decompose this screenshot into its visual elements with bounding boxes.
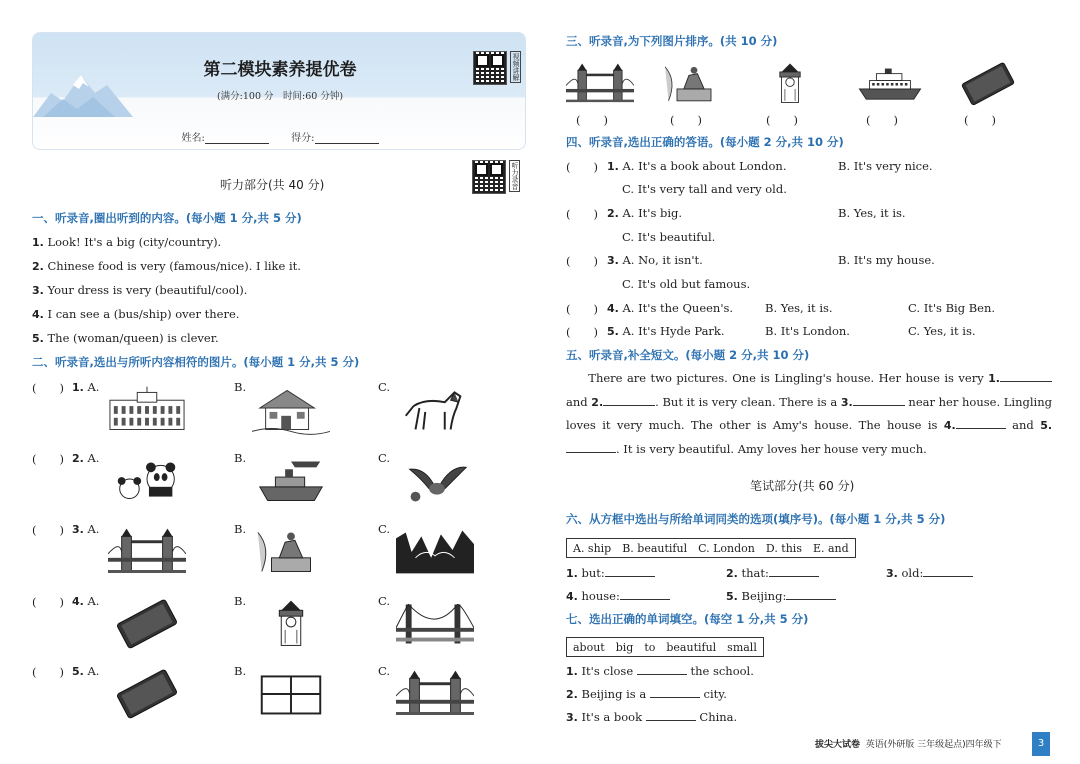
blank-number: 4. xyxy=(943,419,956,432)
answer-paren[interactable]: ( ) xyxy=(566,302,598,316)
statue-picture xyxy=(252,522,330,580)
option-b: B. It's London. xyxy=(765,324,850,338)
qr-code-icon[interactable] xyxy=(472,160,506,194)
name-label: 姓名: xyxy=(181,133,205,144)
item-number: 2. xyxy=(607,207,619,220)
question-5 xyxy=(607,324,725,338)
mountains-picture xyxy=(396,522,474,580)
word-bank-text: about big to beautiful small xyxy=(566,637,764,657)
name-score-bar xyxy=(33,129,526,144)
house-picture xyxy=(252,380,330,438)
option-b-picture[interactable] xyxy=(252,664,330,725)
option-c: C. Yes, it is. xyxy=(908,324,976,338)
answer-paren[interactable]: ( ) xyxy=(566,160,598,174)
item-number: 2. xyxy=(566,688,578,701)
option-b: B. Yes, it is. xyxy=(765,301,833,315)
item-number: 5. xyxy=(726,590,738,603)
option-b-label: B. xyxy=(234,380,247,394)
answer-paren[interactable]: ( ) xyxy=(566,325,598,339)
option-a-picture[interactable] xyxy=(108,380,186,441)
option-a-picture[interactable] xyxy=(108,594,186,655)
option-b-picture[interactable] xyxy=(252,380,330,441)
question-3 xyxy=(607,253,703,267)
question-number xyxy=(72,451,99,465)
title-banner xyxy=(32,32,526,150)
question-number xyxy=(72,380,99,394)
answer-blank[interactable] xyxy=(605,566,655,577)
question-2 xyxy=(607,206,682,220)
option-c: C. It's old but famous. xyxy=(622,277,751,291)
item-number: 4. xyxy=(607,302,619,315)
option-c-label: C. xyxy=(378,522,391,536)
option-b-label: B. xyxy=(234,451,247,465)
question-1 xyxy=(566,664,754,678)
section-7-heading: 七、选出正确的单词填空。(每空 1 分,共 5 分) xyxy=(566,612,809,626)
option-c-label: C. xyxy=(378,664,391,678)
order-paren[interactable]: ( ) xyxy=(576,113,608,127)
page-title: 第二模块素养提优卷 xyxy=(203,60,357,80)
tower-bridge-picture xyxy=(108,522,186,580)
list-item xyxy=(32,331,219,345)
blank-number: 1. xyxy=(988,372,1000,385)
item-text: China. xyxy=(699,710,738,724)
item-text: Beijing is a xyxy=(581,687,647,701)
footer-subject: 英语(外研版 三年级起点)四年级下 xyxy=(865,740,1002,750)
pandas-picture xyxy=(108,451,186,509)
item-number: 1. xyxy=(32,236,44,249)
item-number: 3. xyxy=(566,711,578,724)
footer-series: 拔尖大试卷 xyxy=(815,740,861,750)
item-number: 2. xyxy=(32,260,44,273)
item-number: 1. xyxy=(566,665,578,678)
qr-video-label: 视频讲解 xyxy=(512,53,520,81)
section-6-heading: 六、从方框中选出与所给单词同类的选项(填序号)。(每小题 1 分,共 5 分) xyxy=(566,512,946,526)
cloze-passage xyxy=(566,367,1052,461)
item-number: 5. xyxy=(72,665,84,678)
ship-picture xyxy=(252,451,330,509)
item-text: old: xyxy=(901,566,924,580)
score-blank[interactable] xyxy=(315,134,379,144)
item-number: 3. xyxy=(886,567,898,580)
option-a-picture[interactable] xyxy=(108,451,186,512)
order-paren[interactable]: ( ) xyxy=(766,113,798,127)
list-item xyxy=(32,307,239,321)
answer-paren[interactable]: ( ) xyxy=(566,254,598,268)
score-label: 得分: xyxy=(291,133,315,144)
option-a-label: A. xyxy=(87,522,100,536)
item-number: 5. xyxy=(32,332,44,345)
option-c-picture[interactable] xyxy=(396,664,474,725)
tower-bridge-picture xyxy=(566,58,634,108)
item-text: but: xyxy=(581,566,605,580)
item-text: It's close xyxy=(581,664,634,678)
option-b-picture[interactable] xyxy=(252,451,330,512)
option-a-label: A. xyxy=(87,664,100,678)
blank-2[interactable] xyxy=(603,395,655,406)
sequence-picture xyxy=(756,58,824,111)
option-a: A. No, it isn't. xyxy=(622,253,703,267)
sequence-picture xyxy=(566,58,634,111)
option-a: A. It's the Queen's. xyxy=(622,301,734,315)
option-b-label: B. xyxy=(234,594,247,608)
option-b: B. Yes, it is. xyxy=(838,206,906,220)
page-subtitle: (满分:100 分 时间:60 分钟) xyxy=(216,91,344,102)
answer-paren[interactable]: ( ) xyxy=(32,665,64,679)
big-ben-picture xyxy=(756,58,824,108)
option-a: A. It's a book about London. xyxy=(622,159,787,173)
item-number: 1. xyxy=(607,160,619,173)
question-3 xyxy=(566,710,737,724)
question-1 xyxy=(607,159,786,173)
option-c-label: C. xyxy=(378,594,391,608)
passage-text: There are two pictures. One is Lingling's house. Her house is very xyxy=(588,371,984,385)
option-a: A. It's Hyde Park. xyxy=(622,324,725,338)
list-item xyxy=(32,283,247,297)
item-number: 4. xyxy=(566,590,578,603)
qr-audio-label: 听力录音 xyxy=(511,162,519,190)
item-text: Look! It's a big (city/country). xyxy=(47,235,222,249)
question-1 xyxy=(566,566,655,580)
tablet-picture xyxy=(954,58,1022,108)
page-number: 3 xyxy=(1032,732,1050,756)
option-c: C. It's Big Ben. xyxy=(908,301,996,315)
sequence-picture xyxy=(954,58,1022,111)
item-number: 5. xyxy=(607,325,619,338)
option-a-label: A. xyxy=(87,380,100,394)
question-number xyxy=(72,522,99,536)
section-5-heading: 五、听录音,补全短文。(每小题 2 分,共 10 分) xyxy=(566,348,810,362)
item-text: Your dress is very (beautiful/cool). xyxy=(47,283,248,297)
item-text: the school. xyxy=(690,664,754,678)
option-b-label: B. xyxy=(234,664,247,678)
answer-blank[interactable] xyxy=(620,589,670,600)
item-text: I can see a (bus/ship) over there. xyxy=(47,307,240,321)
item-number: 1. xyxy=(72,381,84,394)
blank-1[interactable] xyxy=(1000,371,1052,382)
tablet-picture xyxy=(108,664,186,722)
option-b-picture[interactable] xyxy=(252,522,330,583)
order-paren[interactable]: ( ) xyxy=(866,113,898,127)
section-4-heading: 四、听录音,选出正确的答语。(每小题 2 分,共 10 分) xyxy=(566,135,844,149)
question-3 xyxy=(886,566,973,580)
tablet-picture xyxy=(108,594,186,652)
section-3-heading: 三、听录音,为下列图片排序。(共 10 分) xyxy=(566,34,778,48)
question-2 xyxy=(566,687,727,701)
listening-heading: 听力部分(共 40 分) xyxy=(220,178,325,192)
answer-paren[interactable]: ( ) xyxy=(32,452,64,466)
item-text: that: xyxy=(741,566,769,580)
question-5 xyxy=(726,589,836,603)
horse-picture xyxy=(396,380,474,438)
question-number xyxy=(72,664,99,678)
answer-paren[interactable]: ( ) xyxy=(566,207,598,221)
passage-text: is very beautiful. Amy loves her house very much. xyxy=(636,441,927,456)
option-c-picture[interactable] xyxy=(396,380,474,441)
section-2-heading: 二、听录音,选出与所听内容相符的图片。(每小题 1 分,共 5 分) xyxy=(32,355,360,369)
option-c-label: C. xyxy=(378,451,391,465)
option-c-picture[interactable] xyxy=(396,594,474,655)
answer-blank[interactable] xyxy=(637,664,687,675)
passage-text: it very much. The other is Amy's house. The house is xyxy=(602,418,938,432)
question-2 xyxy=(726,566,819,580)
big-ben-picture xyxy=(252,594,330,652)
passage-text: and xyxy=(566,394,588,409)
passage-text: near her house. Lingling loves xyxy=(566,394,1052,432)
sequence-picture xyxy=(856,58,924,111)
order-paren[interactable]: ( ) xyxy=(670,113,702,127)
option-c: C. It's beautiful. xyxy=(622,230,716,244)
word-bank-6 xyxy=(566,538,856,558)
option-a: A. It's big. xyxy=(622,206,683,220)
answer-paren[interactable]: ( ) xyxy=(32,381,64,395)
option-c: C. It's very tall and very old. xyxy=(622,182,787,196)
item-text: house: xyxy=(581,589,620,603)
list-item xyxy=(32,259,301,273)
answer-blank[interactable] xyxy=(786,589,836,600)
answer-blank[interactable] xyxy=(646,710,696,721)
order-paren[interactable]: ( ) xyxy=(964,113,996,127)
passage-text: . But it is very clean. There is a xyxy=(655,394,838,409)
blank-5[interactable] xyxy=(566,442,616,453)
item-text: The (woman/queen) is clever. xyxy=(47,331,219,345)
option-b: B. It's my house. xyxy=(838,253,935,267)
item-number: 2. xyxy=(726,567,738,580)
sequence-picture xyxy=(660,58,728,111)
answer-paren[interactable]: ( ) xyxy=(32,595,64,609)
option-b-picture[interactable] xyxy=(252,594,330,655)
option-b-label: B. xyxy=(234,522,247,536)
bird-picture xyxy=(396,451,474,509)
passage-text: . It xyxy=(616,441,633,456)
word-bank-7 xyxy=(566,637,764,657)
answer-blank[interactable] xyxy=(769,566,819,577)
item-number: 4. xyxy=(72,595,84,608)
item-number: 1. xyxy=(566,567,578,580)
option-c-picture[interactable] xyxy=(396,451,474,512)
cruise-ship-picture xyxy=(856,58,924,108)
item-number: 2. xyxy=(72,452,84,465)
palace-picture xyxy=(108,380,186,438)
item-number: 3. xyxy=(72,523,84,536)
list-item xyxy=(32,235,221,249)
item-text: It's a book xyxy=(581,710,643,724)
window-picture xyxy=(252,664,330,722)
question-4 xyxy=(607,301,733,315)
item-text: Beijing: xyxy=(741,589,787,603)
tower-bridge-picture xyxy=(396,664,474,722)
option-a-label: A. xyxy=(87,594,100,608)
option-b: B. It's very nice. xyxy=(838,159,933,173)
item-number: 3. xyxy=(32,284,44,297)
blank-3[interactable] xyxy=(853,395,905,406)
passage-text: and xyxy=(1012,418,1034,432)
statue-picture xyxy=(660,58,728,108)
option-c-picture[interactable] xyxy=(396,522,474,583)
item-number: 4. xyxy=(32,308,44,321)
option-a-picture[interactable] xyxy=(108,522,186,583)
qr-code-icon[interactable] xyxy=(473,51,507,85)
answer-paren[interactable]: ( ) xyxy=(32,523,64,537)
golden-gate-bridge-picture xyxy=(396,594,474,652)
option-c-label: C. xyxy=(378,380,391,394)
blank-number: 3. xyxy=(840,395,853,409)
name-blank[interactable] xyxy=(205,134,269,144)
item-text: city. xyxy=(703,687,727,701)
writing-heading: 笔试部分(共 60 分) xyxy=(750,479,855,493)
question-number xyxy=(72,594,99,608)
item-number: 3. xyxy=(607,254,619,267)
blank-4[interactable] xyxy=(956,418,1006,429)
option-a-picture[interactable] xyxy=(108,664,186,725)
footer xyxy=(815,737,1002,750)
section-1-heading: 一、听录音,圈出听到的内容。(每小题 1 分,共 5 分) xyxy=(32,211,302,225)
word-bank-text: A. ship B. beautiful C. London D. this E. and xyxy=(566,538,856,558)
item-text: Chinese food is very (famous/nice). I like it. xyxy=(47,259,301,273)
blank-number: 5. xyxy=(1040,419,1053,432)
question-4 xyxy=(566,589,670,603)
option-a-label: A. xyxy=(87,451,100,465)
blank-number: 2. xyxy=(591,395,604,409)
answer-blank[interactable] xyxy=(923,566,973,577)
answer-blank[interactable] xyxy=(650,687,700,698)
